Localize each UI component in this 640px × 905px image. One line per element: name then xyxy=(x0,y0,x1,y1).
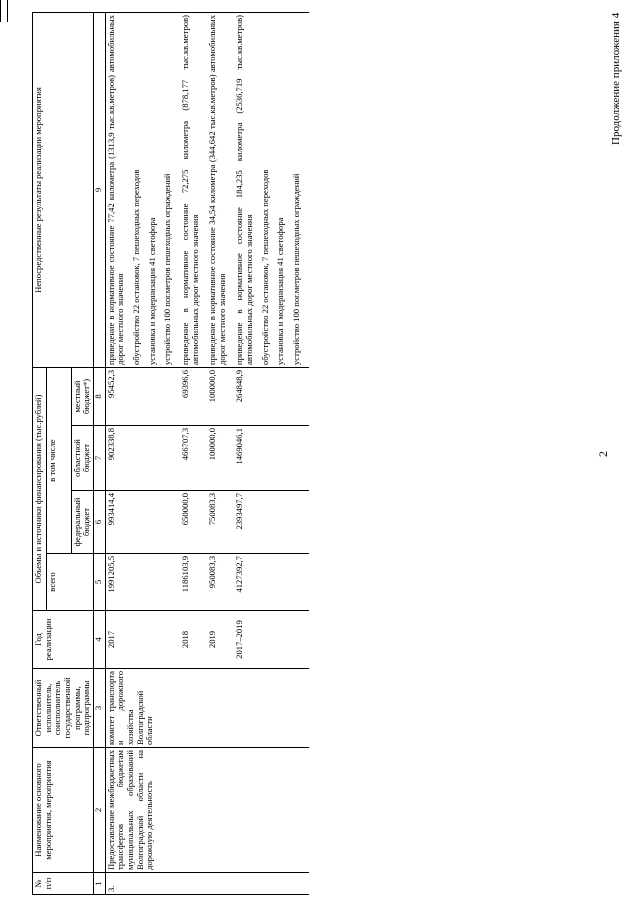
index-cell: 4 xyxy=(93,611,105,669)
header-regional: областной бюджет xyxy=(71,426,93,491)
row-total: 4127392,7 xyxy=(234,554,308,611)
result-text: приведение в нормативное состояние 34,54 километра (344,642 тыс.кв.метров) автомобильных дорог местного значения xyxy=(207,15,227,365)
index-cell: 1 xyxy=(93,873,105,895)
row-local: 100000,0 xyxy=(207,368,234,426)
row-results xyxy=(105,13,180,368)
index-cell: 6 xyxy=(93,491,105,554)
row-federal: 750083,3 xyxy=(207,491,234,554)
index-cell: 7 xyxy=(93,426,105,491)
header-measure-name: Наименование основного мероприятия, мероприятия xyxy=(33,748,94,873)
row-local: 69396,6 xyxy=(180,368,207,426)
index-cell: 8 xyxy=(93,368,105,426)
row-year: 2017–2019 xyxy=(234,611,308,669)
row-year: 2019 xyxy=(207,611,234,669)
row-results xyxy=(207,13,234,368)
funding-table xyxy=(32,12,309,895)
row-local: 264848,9 xyxy=(234,368,308,426)
row-regional: 466707,3 xyxy=(180,426,207,491)
header-results: Непосредственные результаты реализации мероприятия xyxy=(33,13,94,368)
row-total: 1991205,5 xyxy=(105,554,180,611)
header-funding: Объемы и источники финансирования (тыс.рублей) xyxy=(33,368,47,611)
row-federal: 993414,4 xyxy=(105,491,180,554)
row-regional: 902338,8 xyxy=(105,426,180,491)
index-cell: 3 xyxy=(93,669,105,748)
result-text: установка и модернизация 41 светофора xyxy=(275,217,286,365)
row-results xyxy=(234,13,308,368)
index-cell: 5 xyxy=(93,554,105,611)
result-text: установка и модернизация 41 светофора xyxy=(146,217,157,365)
row-total: 1186103,9 xyxy=(180,554,207,611)
measure-name: Предоставление межбюджетных трансфертов бюджетам муниципальных образований Волгоградской области на дорожную деятельность xyxy=(105,748,308,873)
row-federal: 650000,0 xyxy=(180,491,207,554)
header-number: № п/п xyxy=(33,873,94,895)
header-executor: Ответственный исполнитель, соисполнитель государственной программы, подпрограммы xyxy=(33,669,94,748)
row-federal: 2393497,7 xyxy=(234,491,308,554)
page-number: 2 xyxy=(596,451,610,457)
measure-number: 3. xyxy=(105,873,308,895)
header-year: Год реализации xyxy=(33,611,94,669)
table-row xyxy=(105,13,180,895)
header-total: всего xyxy=(47,554,94,611)
result-text: устройство 100 пог.метров пешеходных ограждений xyxy=(162,173,173,365)
row-total: 950083,3 xyxy=(207,554,234,611)
corner-marks xyxy=(0,0,8,22)
row-results xyxy=(180,13,207,368)
result-text: приведение в нормативное состояние 77,42 километра (1313,9 тыс.кв.метров) автомобильных дорог местного значения xyxy=(105,15,126,365)
row-local: 95452,3 xyxy=(105,368,180,426)
row-year: 2018 xyxy=(180,611,207,669)
index-cell: 9 xyxy=(93,13,105,368)
row-year: 2017 xyxy=(105,611,180,669)
measure-executor: комитет транспорта и дорожного хозяйства Волгоградской области xyxy=(105,669,308,748)
header-local: местный бюджет*) xyxy=(71,368,93,426)
result-text: обустройство 22 остановок, 7 пешеходных переходов xyxy=(259,169,270,365)
result-text: приведение в нормативное состояние 184,235 километра (2536,719 тыс.кв.метров) автомобильных дорог местного значения xyxy=(234,15,254,365)
index-cell: 2 xyxy=(93,748,105,873)
row-regional: 1469046,1 xyxy=(234,426,308,491)
header-including: в том числе xyxy=(47,368,72,554)
row-regional: 100000,0 xyxy=(207,426,234,491)
header-federal: федеральный бюджет xyxy=(71,491,93,554)
result-text: приведение в нормативное состояние 72,275 километра (878,177 тыс.кв.метров) автомобильных дорог местного значения xyxy=(179,15,200,365)
result-text: обустройство 22 остановок, 7 пешеходных переходов xyxy=(131,169,141,365)
appendix-caption: Продолжение приложения 4 xyxy=(610,12,622,145)
result-text: устройство 100 пог.метров пешеходных ограждений xyxy=(290,173,301,365)
